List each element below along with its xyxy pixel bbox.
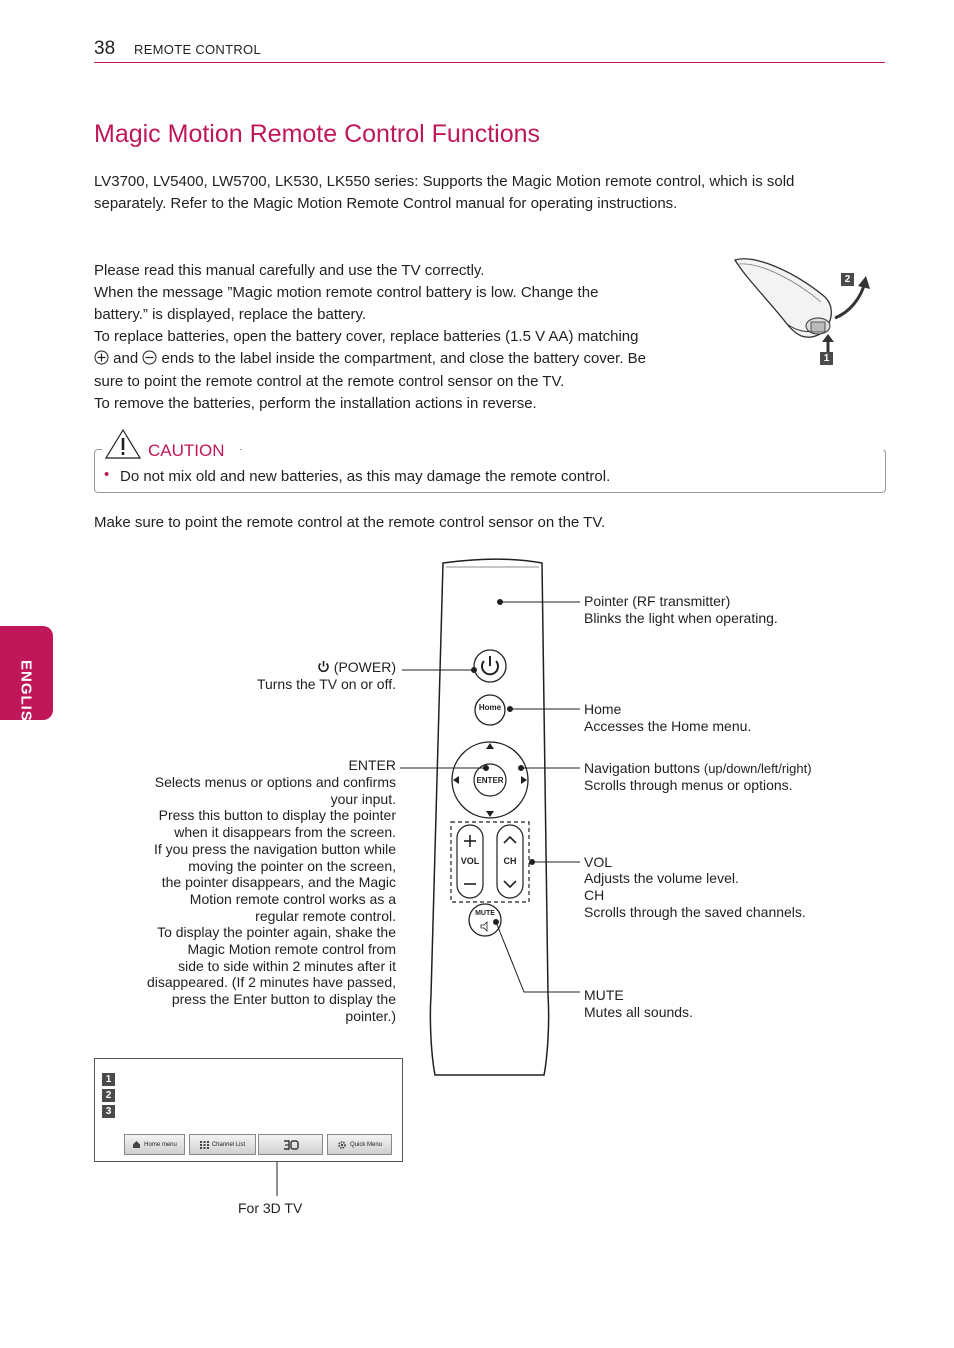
navigation-desc: Scrolls through menus or options. [584,777,793,793]
ch-label: CH [584,887,605,903]
3d-icon [282,1139,300,1151]
grid-icon [200,1141,209,1149]
intro-line-1: LV3700, LV5400, LW5700, LK530, LK550 series: Supports the Magic Motion remote control, which is sold [94,173,795,190]
battery-line-5-rest: ends to the label inside the compartment, and close the battery cover. Be [161,350,646,367]
battery-line-7: To remove the batteries, perform the installation actions in reverse. [94,395,537,412]
power-label-text: (POWER) [333,659,396,675]
mute-desc: Mutes all sounds. [584,1004,693,1020]
channel-list-label: Channel List [211,1141,246,1148]
battery-line-2: When the message ”Magic motion remote control battery is low. Change the [94,284,599,301]
battery-line-3: battery.” is displayed, replace the battery. [94,306,367,323]
page-title: Magic Motion Remote Control Functions [94,120,541,148]
enter-desc-line: Motion remote control works as a [189,890,396,907]
section-title: REMOTE CONTROL [134,42,261,57]
enter-desc-line: pointer.) [345,1007,396,1024]
enter-desc-line: Press this button to display the pointer [158,807,396,824]
menu-number-1: 1 [102,1073,115,1086]
enter-desc-line: your input. [330,790,396,807]
point-note: Make sure to point the remote control at the remote control sensor on the TV. [94,514,606,531]
menu-number-2: 2 [102,1089,115,1102]
enter-desc-line: To display the pointer again, shake the [157,924,396,941]
vol-desc: Adjusts the volume level. [584,870,739,886]
home-menu-button [124,1134,185,1155]
home-label: Home [584,701,622,717]
navigation-label-suffix: (up/down/left/right) [703,761,812,776]
enter-button: ENTER [476,776,504,785]
enter-desc [110,774,396,1025]
channel-list-button [189,1134,256,1155]
home-desc: Accesses the Home menu. [584,718,752,734]
mute-label: MUTE [584,987,624,1003]
battery-line-1: Please read this manual carefully and use the TV correctly. [94,262,485,279]
enter-desc-line: the pointer disappears, and the Magic [161,874,396,891]
house-icon [132,1140,141,1149]
menu-number-3: 3 [102,1105,115,1118]
power-icon [317,660,330,673]
battery-line-4: To replace batteries, open the battery cover, replace batteries (1.5 V AA) matching [94,328,639,345]
power-desc: Turns the TV on or off. [256,676,396,692]
page-number: 38 [94,38,116,59]
and-word: and [113,350,139,367]
vol-button: VOL [460,856,480,866]
step-1-badge: 1 [820,352,833,365]
power-label [240,659,396,675]
enter-desc-line: press the Enter button to display the [171,991,396,1008]
enter-desc-line: disappeared. (If 2 minutes have passed, [146,974,396,991]
quick-menu-label: Quick Menu [349,1141,382,1148]
navigation-label-title: Navigation buttons [584,760,700,776]
pointer-desc: Blinks the light when operating. [584,610,778,626]
language-tab-label: ENGLISH [17,660,35,734]
enter-desc-line: when it disappears from the screen. [174,824,396,841]
mute-button: MUTE [475,910,495,917]
pointer-label: Pointer (RF transmitter) [584,593,731,609]
intro-line-2: separately. Refer to the Magic Motion Remote Control manual for operating instructions. [94,195,678,212]
for-3d-tv-label: For 3D TV [238,1200,303,1216]
gear-icon [337,1140,347,1150]
enter-desc-line: side to side within 2 minutes after it [178,957,396,974]
home-menu-label: Home menu [144,1141,177,1148]
enter-desc-line: Magic Motion remote control from [187,941,396,958]
quick-menu-button [327,1134,392,1155]
enter-label: ENTER [348,757,396,773]
enter-desc-line: Selects menus or options and confirms [154,774,396,790]
step-2-badge: 2 [841,273,854,286]
caution-bullet: • [104,466,110,483]
enter-desc-line: If you press the navigation button while [153,840,396,857]
caution-label: CAUTION [148,441,225,460]
ch-desc: Scrolls through the saved channels. [584,904,806,920]
ch-button: CH [503,856,517,866]
caution-text: Do not mix old and new batteries, as this may damage the remote control. [120,468,611,485]
navigation-label [584,760,812,776]
battery-line-6: sure to point the remote control at the remote control sensor on the TV. [94,373,565,390]
enter-desc-line: regular remote control. [255,907,396,924]
home-button: Home [478,703,502,712]
3d-button [258,1134,323,1155]
enter-desc-line: moving the pointer on the screen, [188,857,396,874]
vol-label: VOL [584,854,613,870]
